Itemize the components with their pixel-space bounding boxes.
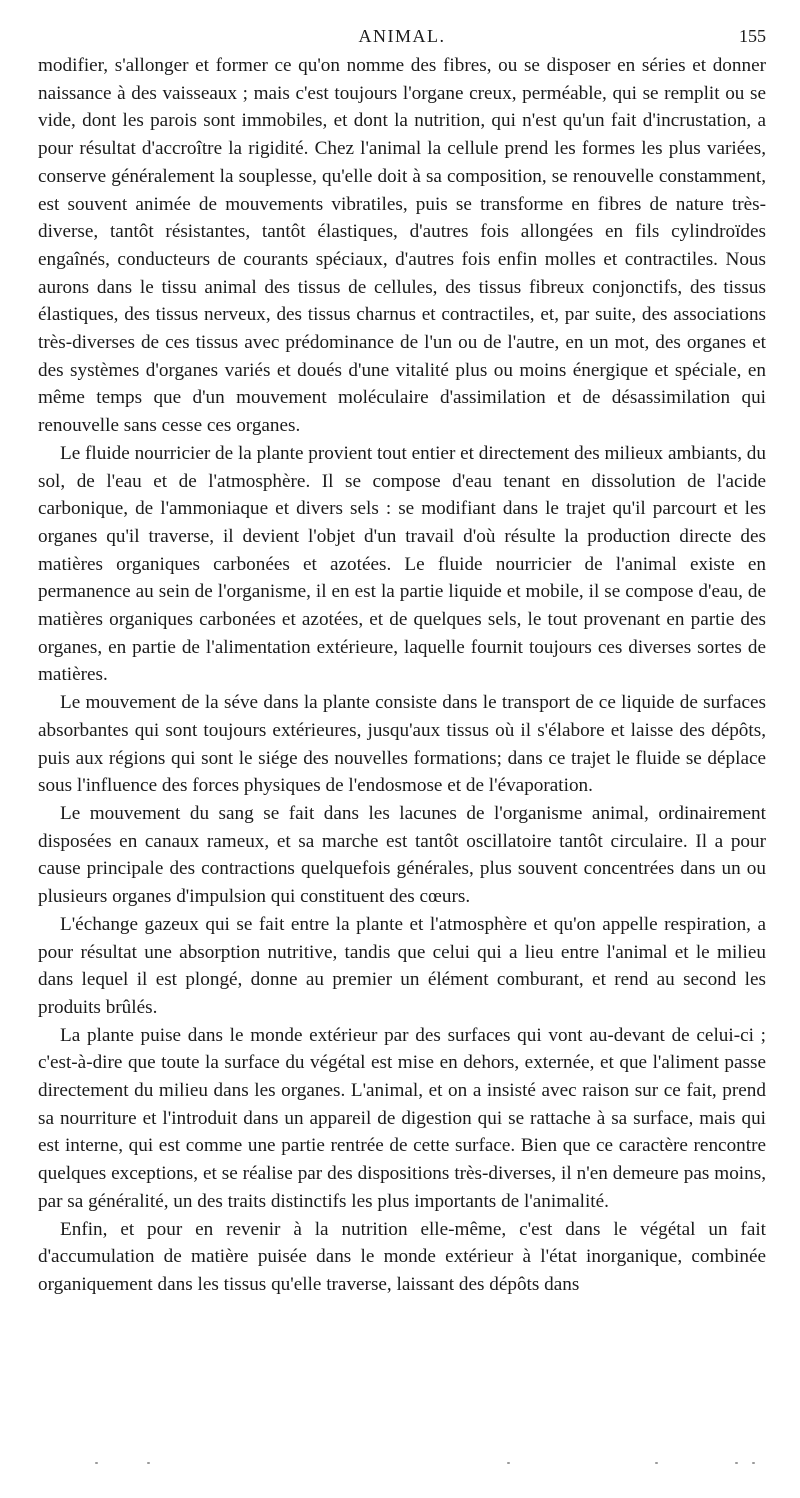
body-text [38,52,766,1299]
paragraph-echange-gazeux: L'échange gazeux qui se fait entre la plante et l'atmosphère et qu'on appelle respiration, a pour résultat une absorption nutritive, tandis que celui qui a lieu entre l'animal et le milieu dans lequel il est plongé, donne au premier un élément comburant, et rend au second les produits brûlés. [38,913,766,1018]
scan-speck [735,1462,738,1464]
scan-speck [752,1462,755,1464]
paragraph-mouvement-seve: Le mouvement de la séve dans la plante consiste dans le transport de ce liquide de surfaces absorbantes qui sont toujours extérieures, jusqu'aux tissus où il s'élabore et laisse des dépôts, puis aux régions qui sont le siége des nouvelles formations; dans ce trajet le fluide se déplace sous l'influence des forces physiques de l'endosmose et de l'évaporation. [38,692,766,797]
scan-speck [507,1462,510,1464]
running-title: ANIMAL. [358,26,446,46]
paragraph-mouvement-sang: Le mouvement du sang se fait dans les lacunes de l'organisme animal, ordinairement disposées en canaux rameux, et sa marche est tantôt oscillatoire tantôt circulaire. Il a pour cause principale des contractions quelquefois générales, plus souvent concentrées dans un ou plusieurs organes d'impulsion qui constituent des cœurs. [38,802,766,908]
scan-speck [95,1462,98,1464]
book-page [38,22,766,1299]
paragraph-cellule-animale: modifier, s'allonger et former ce qu'on nomme des fibres, ou se disposer en séries et donner naissance à des vaisseaux ; mais c'est toujours l'organe creux, perméable, qui se remplit ou se vide, dont les parois sont immobiles, et dont la nutrition, qui n'est qu'un fait d'incrustation, a pour résultat d'accroître la rigidité. Chez l'animal la cellule prend les formes les plus variées, conserve généralement la souplesse, qu'elle doit à sa composition, se renouvelle constamment, est souvent animée de mouvements vibratiles, puis se transforme en fibres de nature très-diverse, tantôt résistantes, tantôt élastiques, d'autres fois allongées en fils cylindroïdes engaînés, conducteurs de courants spéciaux, d'autres fois enfin molles et contractiles. Nous aurons dans le tissu animal des tissus de cellules, des tissus fibreux conjonctifs, des tissus élastiques, des tissus nerveux, des tissus charnus et contractiles, et, par suite, des associations très-diverses de ces tissus avec prédominance de l'un ou de l'autre, en un mot, des organes et des systèmes d'organes variés et doués d'une vitalité plus ou moins énergique et spéciale, en même temps que d'un mouvement moléculaire d'assimilation et de désassimilation qui renouvelle sans cesse ces organes. [38,55,766,437]
running-head [38,22,766,52]
scan-speck [655,1462,658,1464]
page-number: 155 [739,26,766,46]
paragraph-nutrition: Enfin, et pour en revenir à la nutrition elle-même, c'est dans le végétal un fait d'accumulation de matière puisée dans le monde extérieur à l'état inorganique, combinée organiquement dans les tissus qu'elle traverse, laissant des dépôts dans [38,1218,766,1295]
scan-speck [147,1462,150,1464]
paragraph-surface-digestion: La plante puise dans le monde extérieur par des surfaces qui vont au-devant de celui-ci ; c'est-à-dire que toute la surface du végétal est mise en dehors, externée, et que l'aliment passe directement du milieu dans les organes. L'animal, et on a insisté avec raison sur ce fait, prend sa nourriture et l'introduit dans un appareil de digestion qui se rattache à sa surface, mais qui est interne, qui est comme une partie rentrée de cette surface. Bien que ce caractère rencontre quelques exceptions, et se réalise par des dispositions très-diverses, il n'en demeure pas moins, par sa généralité, un des traits distinctifs les plus importants de l'animalité. [38,1024,766,1212]
paragraph-fluide-nourricier: Le fluide nourricier de la plante provient tout entier et directement des milieux ambiants, du sol, de l'eau et de l'atmosphère. Il se compose d'eau tenant en dissolution de l'acide carbonique, de l'ammoniaque et divers sels : se modifiant dans le trajet qu'il parcourt et les organes qu'il traverse, il devient l'objet d'un travail d'où résulte la production directe des matières organiques carbonées et azotées. Le fluide nourricier de l'animal existe en permanence au sein de l'organisme, il en est la partie liquide et mobile, il se compose d'eau, de matières organiques carbonées et azotées, et de quelques sels, le tout provenant en partie des organes, en partie de l'alimentation extérieure, laquelle fournit toujours ces diverses sortes de matières. [38,442,766,686]
scan-specks [0,1462,800,1468]
